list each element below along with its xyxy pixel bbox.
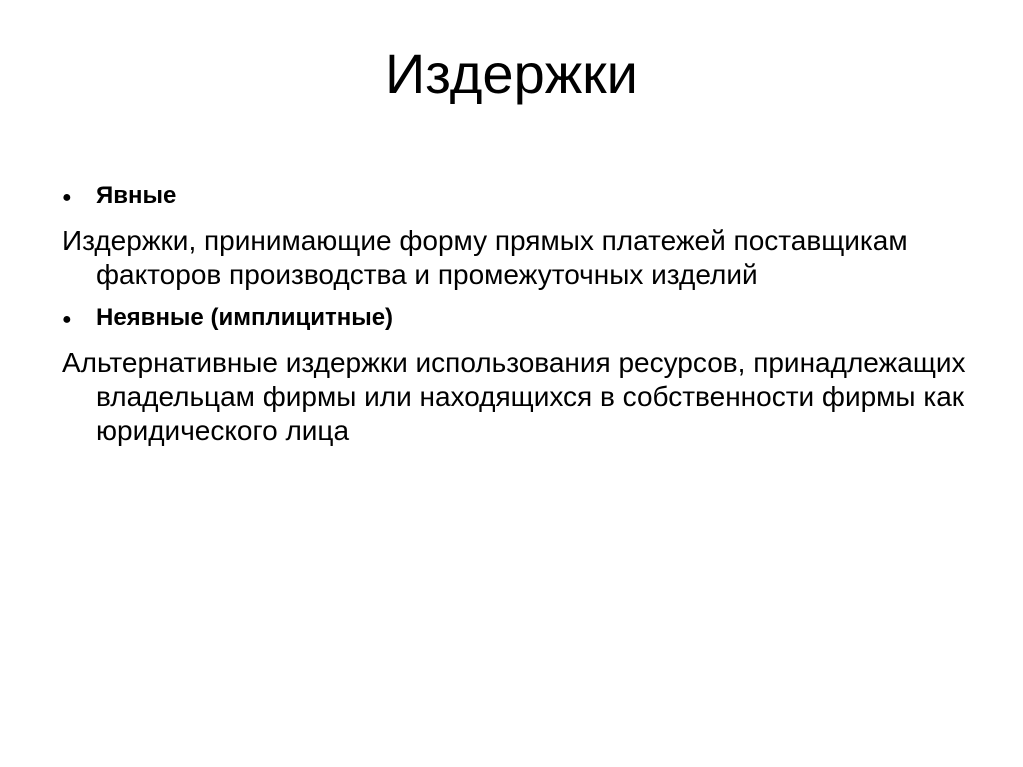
bullet-heading: Неявные (имплицитные) (96, 304, 394, 331)
slide-body (62, 178, 982, 448)
bullet-item-explicit (62, 178, 982, 214)
bullet-icon: ● (62, 311, 72, 328)
description-explicit: Издержки, принимающие форму прямых платежей поставщикам факторов производства и промежуточных изделий (62, 225, 908, 290)
bullet-icon: ● (62, 189, 72, 206)
description-implicit: Альтернативные издержки использования ресурсов, принадлежащих владельцам фирмы или находящихся в собственности фирмы как юридического лица (62, 347, 966, 446)
bullet-item-implicit (62, 300, 982, 336)
slide-title: Издержки (385, 42, 638, 105)
bullet-heading: Явные (96, 182, 177, 209)
